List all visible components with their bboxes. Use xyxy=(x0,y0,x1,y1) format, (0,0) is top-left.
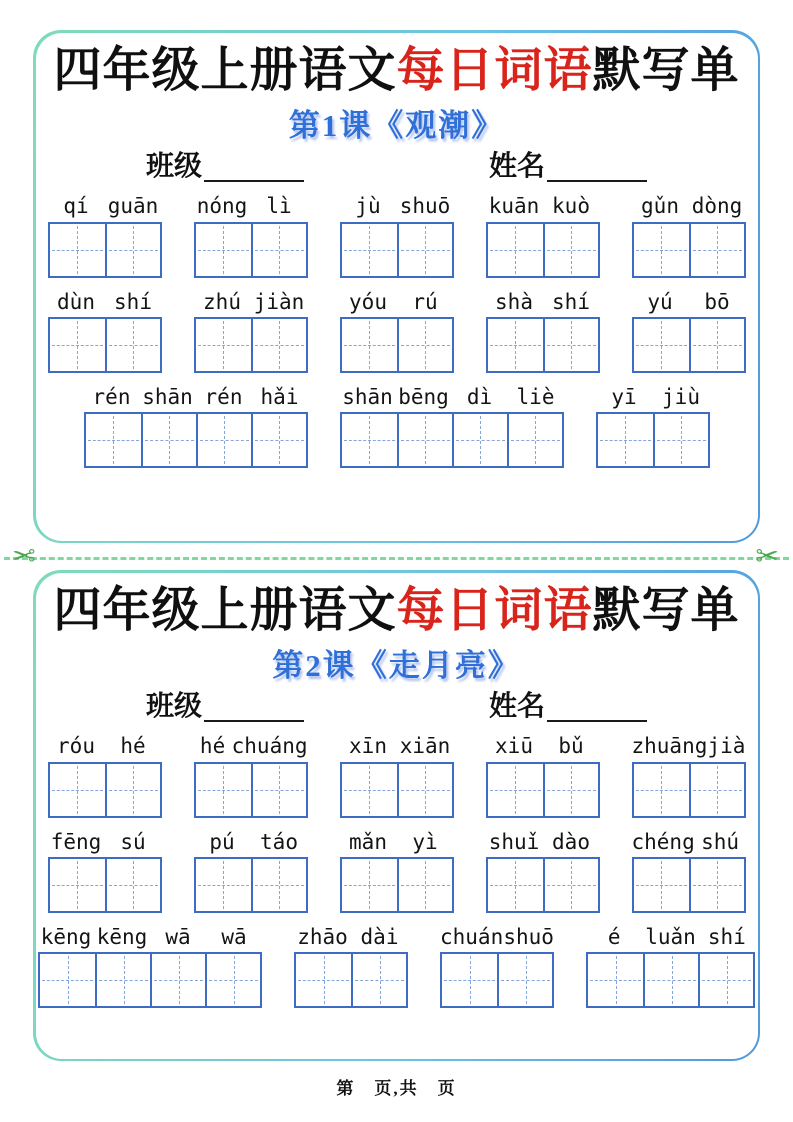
writing-grid xyxy=(586,952,755,1008)
grid-cell xyxy=(543,859,598,911)
grid-cell xyxy=(397,859,452,911)
grid-cell xyxy=(296,954,351,1006)
word-block xyxy=(586,925,755,1008)
word-block xyxy=(340,194,454,277)
pinyin-syllable: zhú xyxy=(203,289,241,314)
grid-cell xyxy=(488,764,543,816)
word-block xyxy=(486,290,600,373)
pinyin-syllable: shān xyxy=(142,384,193,409)
pinyin-label xyxy=(632,290,746,315)
writing-grid xyxy=(486,222,600,278)
writing-grid xyxy=(194,317,308,373)
pinyin-label xyxy=(340,385,564,410)
writing-grid xyxy=(38,952,262,1008)
grid-cell xyxy=(488,859,543,911)
pinyin-syllable: xiū xyxy=(495,734,533,759)
grid-cell xyxy=(342,859,397,911)
pinyin-syllable: róu xyxy=(57,734,95,759)
worksheet-title xyxy=(36,583,758,638)
pinyin-syllable: jià xyxy=(707,734,746,759)
pinyin-syllable: luǎn xyxy=(645,924,696,949)
word-row xyxy=(36,830,758,913)
title-suffix: 默写单 xyxy=(592,583,740,637)
pinyin-label xyxy=(48,290,162,315)
pinyin-syllable: xīn xyxy=(349,734,387,759)
pinyin-syllable: gǔn xyxy=(641,194,679,219)
scissors-icon-right: ✂ xyxy=(755,538,779,572)
writing-grid xyxy=(632,857,746,913)
pinyin-syllable: chuáng xyxy=(231,734,308,759)
grid-cell xyxy=(105,224,160,276)
pinyin-syllable: shí xyxy=(552,289,590,314)
grid-cell xyxy=(634,224,689,276)
pinyin-syllable: chuán xyxy=(440,924,504,949)
lesson-title: 第1课《观潮》 xyxy=(288,107,505,143)
grid-cell xyxy=(342,224,397,276)
pinyin-label xyxy=(48,830,162,855)
grid-cell xyxy=(205,954,260,1006)
grid-cell xyxy=(50,859,105,911)
pinyin-syllable: é xyxy=(607,924,621,949)
pinyin-syllable: rén xyxy=(92,384,131,409)
grid-cell xyxy=(196,414,251,466)
pinyin-syllable: shí xyxy=(707,924,746,949)
grid-cell xyxy=(634,764,689,816)
grid-cell xyxy=(196,859,251,911)
title-prefix: 四年级上册语文 xyxy=(53,583,397,637)
grid-cell xyxy=(251,764,306,816)
pinyin-label xyxy=(486,290,600,315)
grid-cell xyxy=(251,224,306,276)
writing-grid xyxy=(194,222,308,278)
grid-cell xyxy=(634,319,689,371)
name-label: 姓名 xyxy=(489,150,546,182)
worksheet-title xyxy=(36,43,758,98)
writing-grid xyxy=(194,857,308,913)
sheets-container xyxy=(0,30,793,1061)
grid-cell xyxy=(543,224,598,276)
grid-cell xyxy=(141,414,196,466)
writing-grid xyxy=(294,952,408,1008)
pinyin-syllable: hǎi xyxy=(260,384,299,409)
grid-cell xyxy=(196,319,251,371)
grid-cell xyxy=(452,414,507,466)
writing-grid xyxy=(84,412,308,468)
grid-cell xyxy=(588,954,643,1006)
pinyin-label xyxy=(194,290,308,315)
word-block xyxy=(632,194,746,277)
worksheet-sheet-2 xyxy=(33,570,760,1061)
writing-grid xyxy=(486,317,600,373)
grid-cell xyxy=(643,954,698,1006)
grid-cell xyxy=(150,954,205,1006)
pinyin-label xyxy=(340,830,454,855)
grid-cell xyxy=(507,414,562,466)
grid-cell xyxy=(634,859,689,911)
grid-cell xyxy=(497,954,552,1006)
grid-cell xyxy=(689,319,744,371)
word-row xyxy=(36,290,758,373)
pinyin-syllable: sú xyxy=(120,829,146,854)
word-block xyxy=(194,830,308,913)
pinyin-label xyxy=(194,734,308,759)
pinyin-syllable: jiù xyxy=(662,384,700,409)
writing-grid xyxy=(596,412,710,468)
word-block xyxy=(340,830,454,913)
grid-cell xyxy=(95,954,150,1006)
pinyin-syllable: shuǐ xyxy=(488,829,540,854)
class-label: 班级 xyxy=(145,150,202,182)
pinyin-label xyxy=(340,734,454,759)
grid-cell xyxy=(342,319,397,371)
grid-cell xyxy=(397,224,452,276)
grid-cell xyxy=(442,954,497,1006)
grid-cell xyxy=(50,224,105,276)
grid-cell xyxy=(50,319,105,371)
pinyin-syllable: hé xyxy=(199,734,226,759)
word-block xyxy=(486,194,600,277)
title-highlight: 每日词语 xyxy=(396,43,593,97)
grid-cell xyxy=(86,414,141,466)
writing-grid xyxy=(440,952,554,1008)
name-label: 姓名 xyxy=(489,690,546,722)
pinyin-label xyxy=(194,830,308,855)
pinyin-syllable: dùn xyxy=(57,289,95,314)
pinyin-label xyxy=(632,734,746,759)
pinyin-syllable: lì xyxy=(266,194,292,219)
word-block xyxy=(486,734,600,817)
grid-cell xyxy=(689,764,744,816)
pinyin-label xyxy=(48,734,162,759)
grid-cell xyxy=(598,414,653,466)
word-row xyxy=(36,194,758,277)
grid-cell xyxy=(50,764,105,816)
word-block xyxy=(84,385,308,468)
grid-cell xyxy=(342,414,397,466)
cut-dashed-line xyxy=(4,557,789,560)
word-block xyxy=(194,194,308,277)
grid-cell xyxy=(397,764,452,816)
word-block xyxy=(440,925,554,1008)
pinyin-syllable: chéng xyxy=(631,829,695,854)
word-block xyxy=(632,734,746,817)
grid-cell xyxy=(543,319,598,371)
word-block xyxy=(48,194,162,277)
grid-cell xyxy=(40,954,95,1006)
grid-cell xyxy=(689,859,744,911)
writing-grid xyxy=(340,762,454,818)
writing-grid xyxy=(486,857,600,913)
pinyin-label xyxy=(486,734,600,759)
writing-grid xyxy=(632,762,746,818)
pinyin-syllable: bǔ xyxy=(558,734,584,759)
pinyin-label xyxy=(486,194,600,219)
word-block xyxy=(48,290,162,373)
word-block xyxy=(596,385,710,468)
writing-grid xyxy=(632,317,746,373)
pinyin-syllable: mǎn xyxy=(349,829,387,854)
pinyin-syllable: bō xyxy=(704,289,730,314)
grid-cell xyxy=(543,764,598,816)
grid-cell xyxy=(251,319,306,371)
name-blank-line xyxy=(547,152,647,182)
writing-grid xyxy=(340,412,564,468)
name-field xyxy=(489,692,647,723)
writing-grid xyxy=(340,317,454,373)
grid-cell xyxy=(397,414,452,466)
pinyin-label xyxy=(84,385,308,410)
pinyin-syllable: yú xyxy=(647,289,673,314)
word-block xyxy=(48,830,162,913)
pinyin-syllable: yì xyxy=(412,829,438,854)
pinyin-syllable: hé xyxy=(120,734,146,759)
pinyin-syllable: dài xyxy=(360,924,399,949)
writing-grid xyxy=(632,222,746,278)
pinyin-syllable: zhuāng xyxy=(631,734,708,759)
word-row xyxy=(36,925,758,1008)
pinyin-syllable: kuān xyxy=(488,194,540,219)
grid-cell xyxy=(251,859,306,911)
writing-grid xyxy=(48,762,162,818)
grid-cell xyxy=(351,954,406,1006)
class-blank-line xyxy=(204,152,304,182)
name-field xyxy=(489,152,647,183)
name-blank-line xyxy=(547,692,647,722)
pinyin-syllable: fēng xyxy=(50,829,102,854)
class-blank-line xyxy=(204,692,304,722)
pinyin-label xyxy=(486,830,600,855)
word-row xyxy=(36,734,758,817)
word-block xyxy=(194,290,308,373)
word-block xyxy=(48,734,162,817)
pinyin-syllable: dòng xyxy=(691,194,743,219)
pinyin-syllable: wā xyxy=(165,924,191,949)
pinyin-label xyxy=(340,194,454,219)
pinyin-label xyxy=(38,925,262,950)
class-field xyxy=(146,692,304,723)
grid-cell xyxy=(196,224,251,276)
pinyin-syllable: rú xyxy=(412,289,438,314)
writing-grid xyxy=(194,762,308,818)
worksheet-sheet-1 xyxy=(33,30,760,543)
grid-cell xyxy=(653,414,708,466)
scissors-icon-left: ✂ xyxy=(12,538,36,572)
grid-cell xyxy=(397,319,452,371)
pinyin-label xyxy=(440,925,554,950)
class-field xyxy=(146,152,304,183)
grid-cell xyxy=(698,954,753,1006)
writing-grid xyxy=(340,857,454,913)
pinyin-syllable: shān xyxy=(342,384,393,409)
pinyin-syllable: kēng xyxy=(40,924,92,949)
pinyin-syllable: guān xyxy=(107,194,159,219)
pinyin-syllable: xiān xyxy=(399,734,451,759)
title-prefix: 四年级上册语文 xyxy=(53,43,397,97)
fields-row xyxy=(36,692,758,723)
writing-grid xyxy=(48,317,162,373)
grid-cell xyxy=(488,319,543,371)
word-block xyxy=(632,830,746,913)
page-footer: 第 页,共 页 xyxy=(336,1079,457,1098)
pinyin-syllable: dì xyxy=(466,384,493,409)
pinyin-syllable: qí xyxy=(63,194,89,219)
grid-cell xyxy=(105,764,160,816)
grid-cell xyxy=(689,224,744,276)
lesson-title: 第2课《走月亮》 xyxy=(272,647,521,683)
grid-cell xyxy=(488,224,543,276)
grid-cell xyxy=(342,764,397,816)
word-block xyxy=(38,925,262,1008)
pinyin-syllable: kuò xyxy=(552,194,590,219)
pinyin-label xyxy=(294,925,408,950)
grid-cell xyxy=(105,319,160,371)
pinyin-syllable: zhāo xyxy=(297,924,348,949)
pinyin-label xyxy=(596,385,710,410)
word-block xyxy=(340,734,454,817)
worksheet-sheet-inner xyxy=(36,573,758,1059)
pinyin-syllable: nóng xyxy=(196,194,248,219)
pinyin-syllable: pú xyxy=(209,829,235,854)
word-block xyxy=(632,290,746,373)
worksheet-sheet-inner xyxy=(36,33,758,541)
cut-line xyxy=(4,538,789,572)
pinyin-label xyxy=(632,830,746,855)
pinyin-syllable: yī xyxy=(611,384,637,409)
word-block xyxy=(340,290,454,373)
pinyin-label xyxy=(586,925,755,950)
word-block xyxy=(486,830,600,913)
grid-cell xyxy=(105,859,160,911)
pinyin-syllable: liè xyxy=(516,384,555,409)
pinyin-syllable: bēng xyxy=(398,384,449,409)
class-label: 班级 xyxy=(145,690,202,722)
writing-grid xyxy=(340,222,454,278)
pinyin-syllable: jù xyxy=(355,194,381,219)
writing-grid xyxy=(486,762,600,818)
grid-cell xyxy=(251,414,306,466)
pinyin-label xyxy=(340,290,454,315)
pinyin-syllable: táo xyxy=(260,829,298,854)
title-highlight: 每日词语 xyxy=(396,583,593,637)
pinyin-syllable: shuō xyxy=(503,924,554,949)
writing-grid xyxy=(48,857,162,913)
pinyin-label xyxy=(632,194,746,219)
pinyin-syllable: dào xyxy=(552,829,590,854)
pinyin-syllable: shà xyxy=(495,289,533,314)
pinyin-label xyxy=(48,194,162,219)
word-row xyxy=(36,385,758,468)
pinyin-syllable: shí xyxy=(114,289,152,314)
pinyin-syllable: yóu xyxy=(349,289,387,314)
grid-cell xyxy=(196,764,251,816)
fields-row xyxy=(36,152,758,183)
writing-grid xyxy=(48,222,162,278)
pinyin-syllable: shuō xyxy=(399,194,451,219)
pinyin-syllable: rén xyxy=(204,384,243,409)
pinyin-syllable: jiàn xyxy=(253,289,305,314)
word-block xyxy=(294,925,408,1008)
word-block xyxy=(194,734,308,817)
pinyin-syllable: wā xyxy=(221,924,247,949)
word-block xyxy=(340,385,564,468)
pinyin-label xyxy=(194,194,308,219)
pinyin-syllable: kēng xyxy=(96,924,148,949)
pinyin-syllable: shú xyxy=(701,829,740,854)
title-suffix: 默写单 xyxy=(592,43,740,97)
